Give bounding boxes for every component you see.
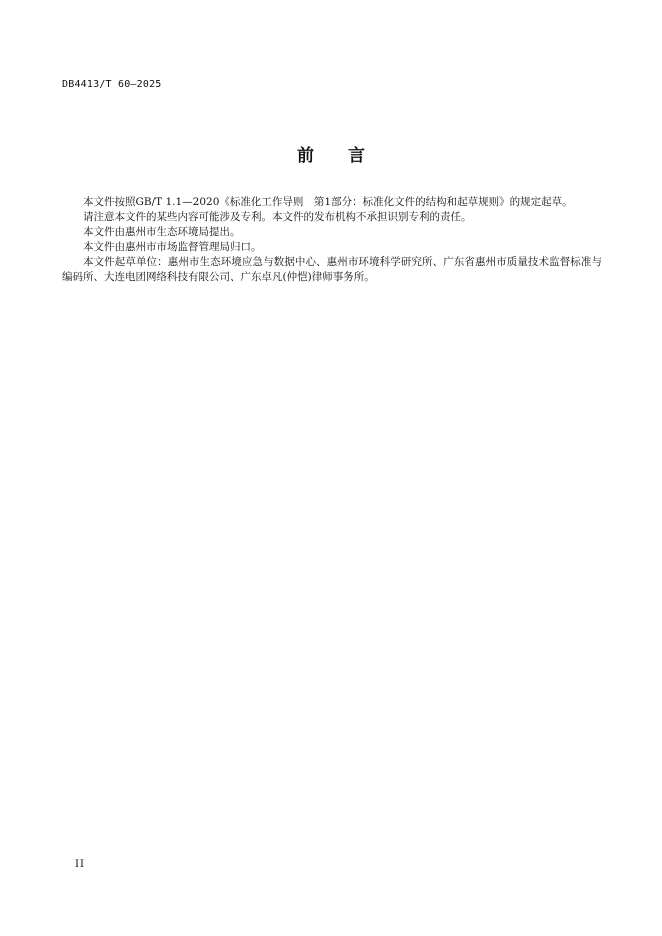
paragraph: 本文件由惠州市市场监督管理局归口。: [83, 241, 262, 253]
foreword-body: [62, 195, 602, 285]
paragraph: 本文件起草单位：惠州市生态环境应急与数据中心、惠州市环境科学研究所、广东省惠州市质量技术监督标准与编码所、大连电团网络科技有限公司、广东卓凡(仲恺)律师事务所。: [62, 256, 602, 283]
paragraph: 请注意本文件的某些内容可能涉及专利。本文件的发布机构不承担识别专利的责任。: [83, 211, 472, 223]
paragraph: 本文件由惠州市生态环境局提出。: [83, 226, 241, 238]
paragraph: 本文件按照GB/T 1.1—2020《标准化工作导则 第1部分：标准化文件的结构和起草规则》的规定起草。: [83, 196, 573, 208]
page-number: II: [75, 859, 85, 870]
section-title: 前 言: [297, 146, 365, 166]
document-code: DB4413/T 60—2025: [62, 79, 162, 90]
